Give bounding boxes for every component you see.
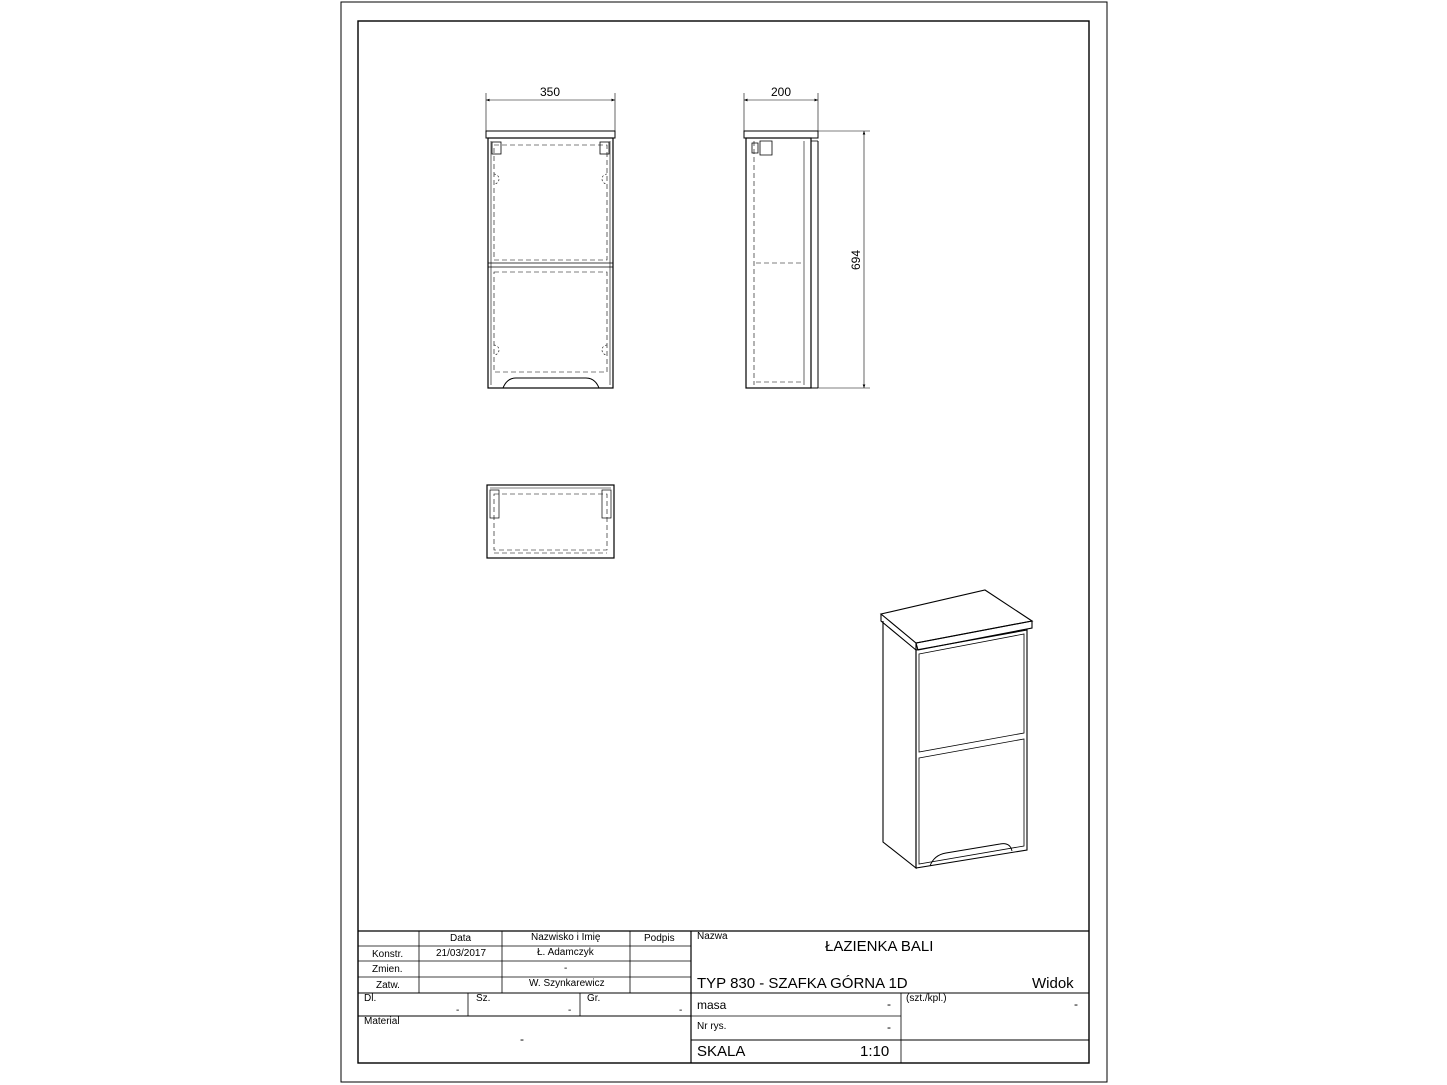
header-date: Data [450, 933, 472, 944]
dl-label: Dl. [364, 993, 377, 1004]
side-view [744, 93, 870, 388]
dim-height: 694 [849, 249, 863, 271]
dl-value: - [456, 1005, 460, 1016]
project-name: ŁAZIENKA BALI [825, 938, 934, 955]
row-konstr-name: Ł. Adamczyk [537, 947, 594, 958]
row-konstr-date: 21/03/2017 [436, 948, 487, 959]
sz-value: - [568, 1005, 572, 1016]
row-konstr-role: Konstr. [372, 949, 404, 960]
material-label: Material [364, 1016, 400, 1027]
masa-value: - [887, 997, 891, 1011]
header-signature: Podpis [644, 933, 675, 944]
sz-label: Sz. [476, 993, 491, 1004]
inner-border [358, 21, 1089, 1063]
dim-side-depth: 200 [770, 85, 792, 99]
qty-label: (szt./kpl.) [906, 993, 947, 1004]
isometric-view [881, 590, 1032, 868]
material-value: - [520, 1032, 524, 1046]
dim-front-width: 350 [539, 85, 561, 99]
front-view [486, 93, 615, 388]
gr-label: Gr. [587, 993, 601, 1004]
header-name: Nazwisko i Imię [531, 932, 601, 943]
view-label: Widok [1032, 975, 1074, 992]
row-zatw-role: Zatw. [376, 980, 400, 991]
gr-value: - [679, 1005, 683, 1016]
row-zmien-role: Zmien. [372, 964, 403, 975]
outer-border [341, 2, 1107, 1082]
scale-label: SKALA [697, 1043, 746, 1060]
masa-label: masa [697, 998, 727, 1012]
qty-value: - [1074, 997, 1078, 1011]
drawing-title: TYP 830 - SZAFKA GÓRNA 1D [697, 975, 908, 992]
scale-value: 1:10 [860, 1043, 890, 1060]
row-zatw-name: W. Szynkarewicz [529, 978, 605, 989]
top-view [487, 485, 614, 558]
nr-rys-label: Nr rys. [697, 1021, 727, 1032]
row-zmien-name: - [564, 963, 568, 974]
nr-rys-value: - [887, 1020, 891, 1034]
nazwa-label: Nazwa [697, 931, 728, 942]
